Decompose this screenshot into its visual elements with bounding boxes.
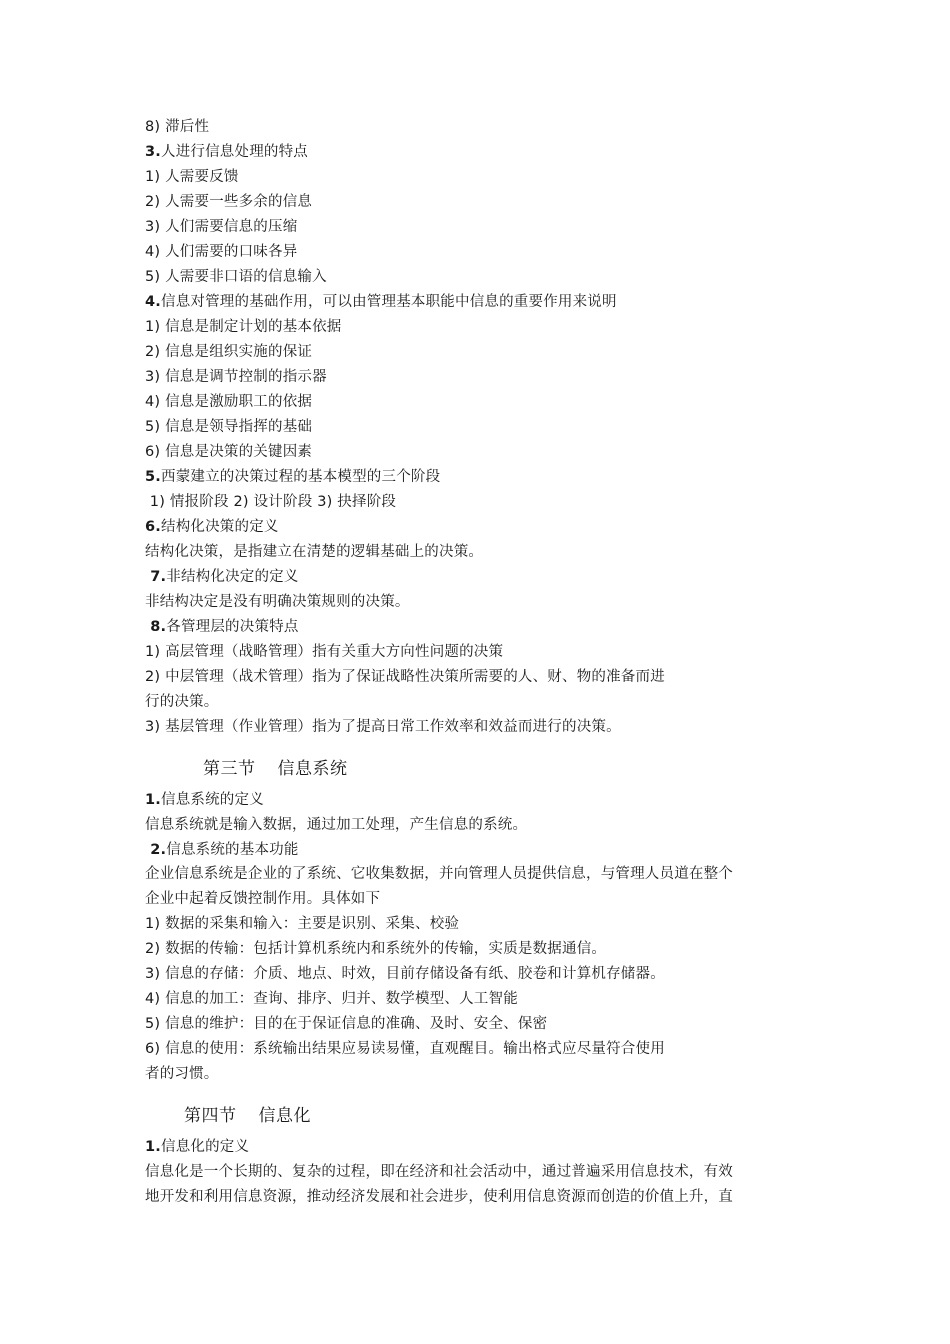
list-item: 5) 信息是领导指挥的基础 bbox=[145, 419, 313, 435]
list-item: 3) 信息是调节控制的指示器 bbox=[145, 369, 327, 385]
list-item: 3) 基层管理（作业管理）指为了提高日常工作效率和效益而进行的决策。 bbox=[145, 719, 621, 735]
numbered-heading: 6.结构化决策的定义 bbox=[145, 519, 279, 535]
list-item: 1) 情报阶段 2) 设计阶段 3) 抉择阶段 bbox=[145, 494, 397, 510]
numbered-heading: 1.信息系统的定义 bbox=[145, 792, 264, 808]
list-item: 3) 人们需要信息的压缩 bbox=[145, 219, 298, 235]
paragraph: 企业信息系统是企业的了系统、它收集数据，并向管理人员提供信息，与管理人员道在整个 bbox=[145, 866, 733, 882]
list-item: 5) 人需要非口语的信息输入 bbox=[145, 269, 327, 285]
section-heading: 第四节 信息化 bbox=[184, 1106, 311, 1126]
paragraph: 地开发和利用信息资源，推动经济发展和社会进步，使利用信息资源而创造的价值上升，直 bbox=[145, 1189, 733, 1205]
list-item: 3) 信息的存储：介质、地点、时效，目前存储设备有纸、胶卷和计算机存储器。 bbox=[145, 966, 665, 982]
list-item: 2) 数据的传输：包括计算机系统内和系统外的传输，实质是数据通信。 bbox=[145, 941, 607, 957]
list-item: 2) 人需要一些多余的信息 bbox=[145, 194, 313, 210]
paragraph: 信息化是一个长期的、复杂的过程，即在经济和社会活动中，通过普遍采用信息技术，有效 bbox=[145, 1164, 733, 1180]
section-heading: 第三节 信息系统 bbox=[203, 759, 348, 779]
list-item: 4) 信息的加工：查询、排序、归并、数学模型、人工智能 bbox=[145, 991, 518, 1007]
list-item: 6) 信息是决策的关键因素 bbox=[145, 444, 313, 460]
numbered-heading: 4.信息对管理的基础作用，可以由管理基本职能中信息的重要作用来说明 bbox=[145, 294, 617, 310]
paragraph: 结构化决策，是指建立在清楚的逻辑基础上的决策。 bbox=[145, 544, 484, 560]
numbered-heading: 7.非结构化决定的定义 bbox=[145, 569, 299, 585]
list-item: 1) 高层管理（战略管理）指有关重大方向性问题的决策 bbox=[145, 644, 504, 660]
numbered-heading: 5.西蒙建立的决策过程的基本模型的三个阶段 bbox=[145, 469, 441, 485]
list-item-continuation: 行的决策。 bbox=[145, 694, 219, 710]
list-item: 6) 信息的使用：系统输出结果应易读易懂，直观醒目。输出格式应尽量符合使用 bbox=[145, 1041, 665, 1057]
list-item: 1) 信息是制定计划的基本依据 bbox=[145, 319, 342, 335]
numbered-heading: 8.各管理层的决策特点 bbox=[145, 619, 299, 635]
list-item: 1) 人需要反馈 bbox=[145, 169, 239, 185]
numbered-heading: 1.信息化的定义 bbox=[145, 1139, 250, 1155]
paragraph: 企业中起着反馈控制作用。具体如下 bbox=[145, 891, 381, 907]
list-item: 2) 中层管理（战术管理）指为了保证战略性决策所需要的人、财、物的准备而进 bbox=[145, 669, 665, 685]
list-item: 2) 信息是组织实施的保证 bbox=[145, 344, 313, 360]
list-item-continuation: 者的习惯。 bbox=[145, 1066, 219, 1082]
numbered-heading: 2.信息系统的基本功能 bbox=[145, 842, 299, 858]
list-item: 1) 数据的采集和输入：主要是识别、采集、校验 bbox=[145, 916, 460, 932]
list-item: 4) 信息是激励职工的依据 bbox=[145, 394, 313, 410]
paragraph: 信息系统就是输入数据，通过加工处理，产生信息的系统。 bbox=[145, 817, 528, 833]
paragraph: 非结构决定是没有明确决策规则的决策。 bbox=[145, 594, 410, 610]
list-item: 5) 信息的维护：目的在于保证信息的准确、及时、安全、保密 bbox=[145, 1016, 548, 1032]
text-line: 8) 滞后性 bbox=[145, 119, 210, 135]
list-item: 4) 人们需要的口味各异 bbox=[145, 244, 298, 260]
numbered-heading: 3.人进行信息处理的特点 bbox=[145, 144, 308, 160]
